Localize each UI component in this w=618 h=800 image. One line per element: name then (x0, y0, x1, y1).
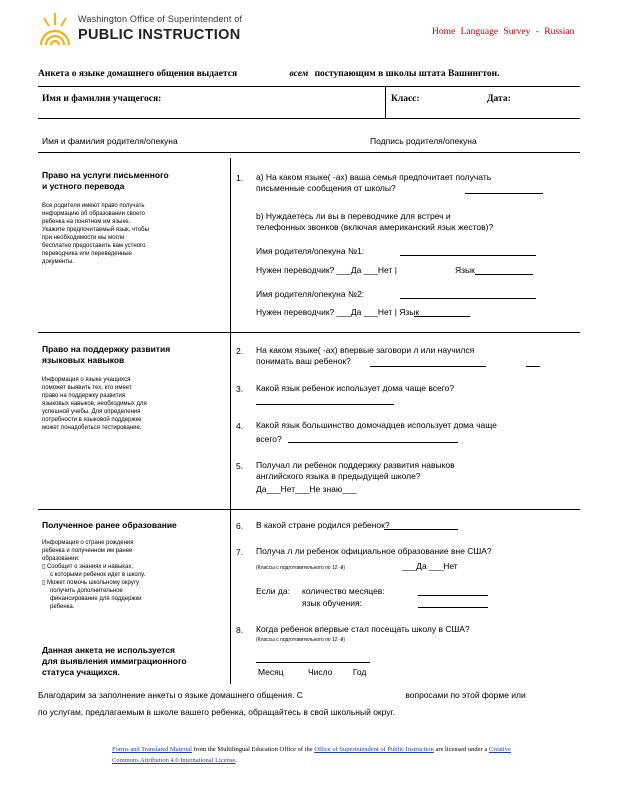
title-part1: Анкета о языке домашнего общения выдается (38, 69, 238, 79)
s3-body-line: образовании: (42, 556, 80, 562)
q7-lang-line[interactable] (418, 607, 488, 608)
s1-body-line: ребенка на понятном им языке. (42, 219, 131, 225)
q1b-line2: телефонных звонков (включая американский язык жестов)? (256, 222, 494, 232)
s1-body-line: бесплатно предоставить вам устного (42, 243, 146, 249)
q1a-line1: a) На каком языке( -ах) ваша семья предпочитает получать (256, 172, 492, 182)
s1-body-line: Укажите предпочитаемый язык, чтобы (42, 227, 149, 233)
q2-line2: понимать ваш ребенок? (256, 356, 351, 366)
title-part3: поступающим в школы штата Вашингтон. (314, 69, 500, 79)
q1a-line2: письменные сообщения от школы? (256, 183, 396, 193)
q7-line1: Получа л ли ребенок официальное образование вне США? (256, 546, 492, 556)
s3-body-line: Может помочь школьному округу (46, 580, 139, 586)
ospi-logo (38, 11, 71, 47)
divider-s1 (38, 332, 580, 333)
s3-note-line: Данная анкета не используется (42, 645, 175, 655)
s2-body-line: поможет выявить тех, кто имеет (42, 385, 132, 391)
q7-options[interactable]: ___Да ___Нет (402, 561, 458, 571)
q5-line2: английского языка в предыдущей школе? (256, 471, 421, 481)
form-title (38, 69, 499, 79)
q3-number: 3. (236, 384, 244, 394)
q7-hint: (Классы с подготовительного по 12 -й) (256, 565, 346, 571)
s3-note-line: для выявления иммиграционного (42, 656, 187, 666)
student-row-separator (385, 86, 386, 118)
parent1-need-interpreter: Нужен переводчик? ___Да ___Нет | (256, 265, 397, 275)
s2-body-line: может понадобиться тестирование. (42, 425, 142, 431)
q2-answer-line-2[interactable] (526, 366, 540, 367)
parent1-lang-line[interactable] (475, 274, 533, 275)
license-link-ospi[interactable]: Office of Superintendent of Public Instruction (314, 746, 434, 753)
license-link-forms[interactable]: Forms and Translated Material (112, 746, 192, 753)
license-text-3: . (235, 757, 237, 764)
divider-student (38, 118, 580, 119)
s2-body (42, 376, 222, 432)
q3-line1: Какой язык ребенок использует дома чаще всего? (256, 383, 455, 393)
parent-name-label: Имя и фамилия родителя/опекуна (42, 136, 178, 146)
parent1-answer-line[interactable] (400, 255, 536, 256)
q8-date-line[interactable] (256, 662, 370, 663)
q8-year-label: Год (352, 667, 367, 677)
nav-russian[interactable]: Russian (544, 27, 575, 37)
q7-number: 7. (236, 547, 244, 557)
q1b-line1: b) Нуждаетесь ли вы в переводчике для встреч и (256, 211, 451, 221)
parent2-answer-line[interactable] (400, 298, 536, 299)
q7-lang-label: язык обучения: (302, 598, 362, 608)
q8-month-label: Месяц (258, 667, 284, 677)
license-link-cc[interactable]: Commons Attribution 4.0 International License (112, 757, 236, 764)
q8-line1: Когда ребенок впервые стал посещать школу в США? (256, 624, 470, 634)
q8-date-labels (258, 667, 366, 678)
q5-line1: Получал ли ребенок поддержку развития навыков (256, 460, 455, 470)
org-name-line1: Washington Office of Superintendent of (78, 14, 243, 24)
s3-body (42, 539, 222, 611)
q7-months-line[interactable] (418, 595, 488, 596)
q8-number: 8. (236, 625, 244, 635)
q6-line1: В какой стране родился ребенок? (256, 520, 390, 530)
s3-note-line: статуса учащихся. (42, 667, 120, 677)
parent2-lang-line[interactable] (414, 316, 470, 317)
q7-months-label: количество месяцев: (302, 586, 385, 596)
q3-answer-line[interactable] (256, 404, 394, 405)
s3-body-line: ребенка и полученном им ранее (42, 548, 133, 554)
parent2-need-interpreter: Нужен переводчик? ___Да ___Нет | Язык (256, 307, 420, 317)
bullet-icon: ▯ (42, 564, 47, 570)
grade-label: Класс: (391, 94, 420, 104)
divider-s2 (38, 509, 580, 510)
s3-body-line: Сообщит о знаниях и навыках, (46, 564, 134, 570)
s2-body-line: потребности в языковой поддержке (42, 417, 142, 423)
footer-line2: по услугам, предлагаемым в школе вашего ребенка, обращайтесь в свой школьный округ. (38, 707, 395, 717)
q4-line1: Какой язык большинство домочадцев использует дома чаще (256, 420, 497, 430)
q8-day-label: Число (308, 667, 333, 677)
q7-if-yes: Если да: (256, 586, 290, 596)
s2-heading-1: Право на поддержку развития (42, 344, 171, 354)
s3-body-line: получить дополнительное (50, 588, 123, 594)
footer-line1 (38, 690, 526, 700)
nav-home[interactable]: Home (432, 27, 456, 37)
nav-language[interactable]: Language (460, 27, 499, 37)
s2-body-line: право на поддержку развития (42, 393, 126, 399)
date-label: Дата: (487, 94, 511, 104)
s3-body-line: Информация о стране рождения (42, 540, 134, 546)
s2-body-line: успешной учебы. Для определения (42, 409, 141, 415)
s3-note (42, 645, 187, 678)
s1-body-line: переводчика или переведенные (42, 251, 132, 257)
s1-body-line: информацию об образовании своего (42, 211, 145, 217)
sun-logo-icon (38, 11, 71, 47)
q5-options[interactable]: Да___Нет___Не знаю___ (256, 484, 357, 494)
divider-parent (38, 152, 580, 153)
q6-answer-line[interactable] (384, 529, 458, 530)
s2-heading-2: языковых навыков (42, 355, 125, 365)
column-divider (230, 158, 231, 684)
q6-number: 6. (236, 521, 244, 531)
q1a-answer-line[interactable] (465, 193, 543, 194)
divider-top (38, 86, 580, 87)
header-nav (426, 27, 574, 37)
nav-survey[interactable]: Survey (503, 27, 531, 37)
s3-body-line: с которыми ребенок идет в школу. (50, 572, 146, 578)
footer-line1b: вопросами по этой форме или (405, 690, 526, 700)
s1-body-line: при необходимости мы могли (42, 235, 125, 241)
title-part2: всем (289, 69, 309, 79)
org-name-line2: PUBLIC INSTRUCTION (78, 27, 241, 43)
parent1-label: Имя родителя/опекуна №1: (256, 246, 365, 256)
parent1-lang-label: Язык (455, 265, 475, 275)
q1-number: 1. (236, 173, 244, 183)
q2-answer-line[interactable] (370, 366, 486, 367)
s2-body-line: языковых навыков, необходимых для (42, 401, 147, 407)
q2-number: 2. (236, 346, 244, 356)
q4-line2: всего? (256, 434, 282, 444)
s3-body-line: финансирование для поддержки (50, 596, 142, 602)
q4-answer-line[interactable] (288, 442, 458, 443)
license-text (112, 744, 582, 766)
footer-line1a: Благодарим за заполнение анкеты о языке домашнего общения. С (38, 690, 303, 700)
parent2-label: Имя родителя/опекуна №2: (256, 289, 365, 299)
q8-hint: (Классы с подготовительного по 12 -й) (256, 637, 346, 643)
license-text-2: are licensed under a (435, 746, 488, 753)
s3-bullet-1 (42, 563, 222, 571)
s1-heading-2: и устного перевода (42, 181, 125, 191)
license-link-creative[interactable]: Creative (488, 746, 511, 753)
s3-body-line: ребенка. (50, 604, 75, 610)
bullet-icon: ▯ (42, 580, 47, 586)
s2-body-line: Информация о языке учащихся (42, 377, 131, 383)
s3-bullet-2 (42, 579, 222, 587)
student-name-label: Имя и фамилия учащегося: (42, 94, 162, 104)
nav-dash: - (535, 27, 539, 37)
q5-number: 5. (236, 461, 244, 471)
s1-body-line: документы. (42, 259, 74, 265)
license-text-1: from the Multilingual Education Office of the (193, 746, 313, 753)
s3-heading: Полученное ранее образование (42, 520, 177, 530)
s1-body-line: Все родители имеют право получать (42, 203, 145, 209)
q2-line1: На каком языке( -ах) впервые заговори л или научился (256, 345, 475, 355)
s1-heading-1: Право на услуги письменного (42, 170, 169, 180)
parent-signature-label: Подпись родителя/опекуна (370, 136, 477, 146)
q4-number: 4. (236, 421, 244, 431)
s1-body (42, 202, 222, 266)
